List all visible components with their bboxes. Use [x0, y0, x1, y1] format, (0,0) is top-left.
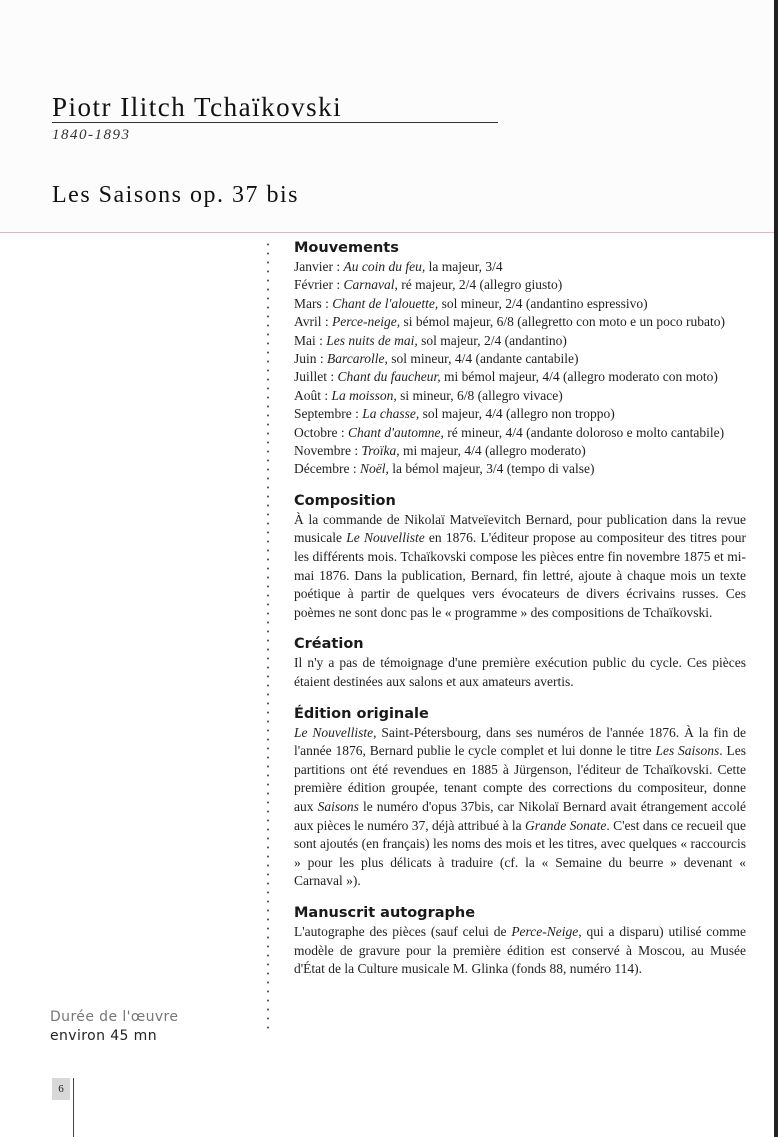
- movement-item: [294, 258, 746, 276]
- section-heading-manuscrit: Manuscrit autographe: [294, 904, 476, 921]
- movement-item: [294, 387, 746, 405]
- title-rule: [52, 122, 498, 123]
- movement-details: mi majeur, 4/4 (allegro moderato): [403, 443, 586, 459]
- movement-details: sol mineur, 2/4 (andantino espressivo): [441, 295, 648, 311]
- movement-item: [294, 295, 746, 313]
- movement-item: [294, 276, 746, 294]
- section-edition: [294, 704, 746, 891]
- page-number: 6: [52, 1078, 70, 1100]
- movement-item: [294, 405, 746, 423]
- movement-details: ré majeur, 2/4 (allegro giusto): [401, 277, 563, 293]
- composer-dates: 1840-1893: [52, 127, 131, 143]
- composition-text: À la commande de Nikolaï Matveïevitch Bernard, pour publication dans la revue musicale Le Nouvelliste en 1876. L'éditeur propose au compositeur des titres pour les différents mois. Tchaïkovski compose les pièces entre fin novembre 1875 et mi-mai 1876. Dans la publication, Bernard, fin lettré, ajoute à chaque mois un texte poétique à partir de quelques vers évocateurs de divers écrivains russes. Ces poèmes ne sont donc pas le « programme » des compositions de Tchaïkovski.: [294, 511, 746, 620]
- movement-details: si mineur, 6/8 (allegro vivace): [400, 387, 563, 403]
- movement-month: Septembre :: [294, 406, 359, 422]
- movement-details: la majeur, 3/4: [428, 259, 503, 274]
- movement-item: [294, 368, 746, 386]
- movement-month: Décembre :: [294, 461, 357, 477]
- movement-month: Mars :: [294, 295, 329, 311]
- movement-item: [294, 424, 746, 442]
- main-content: [294, 238, 746, 979]
- composer-name: Piotr Ilitch Tchaïkovski: [52, 92, 343, 122]
- section-creation: [294, 634, 746, 691]
- movement-details: mi bémol majeur, 4/4 (allegro moderato con moto): [444, 369, 718, 385]
- section-heading-creation: Création: [294, 636, 364, 653]
- dotted-separator: [266, 240, 270, 1030]
- movement-piece: Au coin du feu,: [343, 259, 426, 274]
- movement-month: Novembre :: [294, 443, 359, 459]
- movement-item: [294, 332, 746, 350]
- section-heading-edition: Édition originale: [294, 705, 429, 722]
- movement-details: sol majeur, 2/4 (andantino): [421, 332, 567, 348]
- movement-piece: Troïka,: [361, 443, 400, 459]
- movement-details: sol majeur, 4/4 (allegro non troppo): [422, 406, 615, 422]
- movement-month: Mai :: [294, 332, 323, 348]
- movement-item: [294, 313, 746, 331]
- movement-month: Avril :: [294, 314, 329, 330]
- movement-item: [294, 460, 746, 478]
- work-title: Les Saisons op. 37 bis: [52, 182, 300, 208]
- section-manuscrit: [294, 903, 746, 979]
- movement-details: si bémol majeur, 6/8 (allegretto con moto e un poco rubato): [403, 314, 725, 330]
- movement-item: [294, 350, 746, 368]
- movement-piece: Chant du faucheur,: [337, 369, 441, 385]
- creation-text: Il n'y a pas de témoignage d'une première exécution public du cycle. Ces pièces étaient destinées aux salons et aux amateurs avertis.: [294, 655, 746, 690]
- movement-piece: La moisson,: [331, 387, 397, 403]
- page-edge: [774, 0, 778, 1137]
- movement-month: Février :: [294, 277, 341, 293]
- movement-piece: Carnaval,: [343, 277, 398, 293]
- footer-rule: [73, 1078, 74, 1137]
- movement-item: [294, 442, 746, 460]
- edition-text: Le Nouvelliste, Saint-Pétersbourg, dans ses numéros de l'année 1876. À la fin de l'année 1876, Bernard publie le cycle complet et lui donne le titre Les Saisons. Les partitions ont été revendues en 1885 à Jürgenson, l'éditeur de Tchaïkovski. Cette première édition groupée, tenant compte des corrections du compositeur, donne aux Saisons le numéro d'opus 37bis, car Nikolaï Bernard avait étrangement accolé aux pièces le numéro 37, déjà attribué à la Grande Sonate. C'est dans ce recueil que sont ajoutés (en français) les noms des mois et les titres, avec quelques « raccourcis » pour les plus délicats à traduire (cf. la « Semaine du beurre » devenant « Carnaval »).: [294, 724, 746, 889]
- movement-details: ré mineur, 4/4 (andante doloroso e molto cantabile): [447, 424, 725, 440]
- manuscrit-text: L'autographe des pièces (sauf celui de Perce-Neige, qui a disparu) utilisé comme modèle de gravure pour la première édition est conservé à Moscou, au Musée d'État de la Culture musicale M. Glinka (fonds 88, numéro 114).: [294, 923, 747, 977]
- duration-block: [50, 1008, 178, 1046]
- movement-details: la bémol majeur, 3/4 (tempo di valse): [392, 461, 595, 477]
- movement-list: [294, 258, 746, 479]
- duration-label: Durée de l'œuvre: [50, 1009, 179, 1025]
- section-heading-mouvements: Mouvements: [294, 240, 399, 256]
- movement-month: Juin :: [294, 351, 324, 367]
- movement-month: Octobre :: [294, 424, 345, 440]
- movement-month: Juillet :: [294, 369, 335, 385]
- movement-piece: Barcarolle,: [327, 351, 388, 367]
- movement-piece: Noël,: [359, 461, 389, 477]
- section-composition: [294, 491, 746, 623]
- movement-month: Janvier :: [294, 259, 341, 274]
- movement-details: sol mineur, 4/4 (andante cantabile): [391, 351, 579, 367]
- movement-month: Août :: [294, 387, 329, 403]
- duration-value: environ 45 mn: [50, 1028, 157, 1044]
- movement-piece: La chasse,: [362, 406, 420, 422]
- movement-piece: Les nuits de mai,: [326, 332, 418, 348]
- section-heading-composition: Composition: [294, 492, 396, 509]
- movement-piece: Chant d'automne,: [347, 424, 444, 440]
- section-mouvements: [294, 238, 746, 479]
- movement-piece: Chant de l'alouette,: [332, 295, 439, 311]
- movement-piece: Perce-neige,: [332, 314, 401, 330]
